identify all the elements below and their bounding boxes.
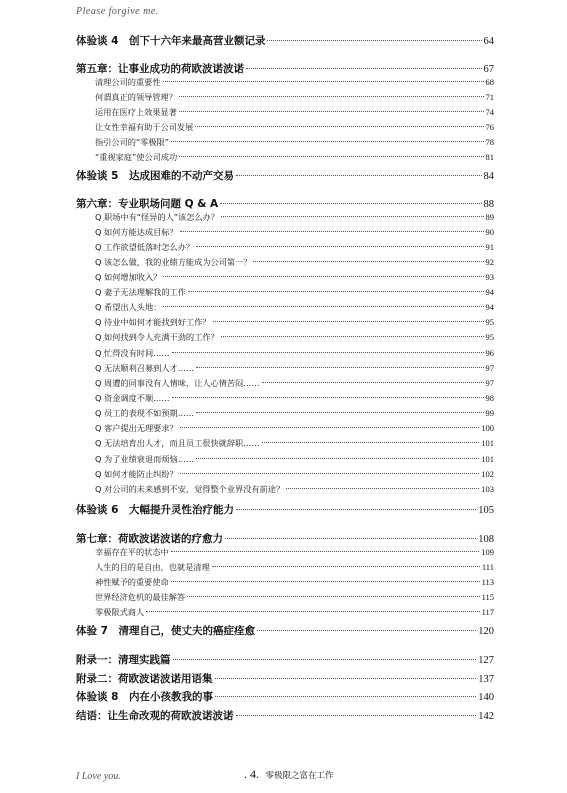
toc-entry-page-number: 120 <box>478 626 494 637</box>
toc-entry-page-number: 67 <box>483 64 494 75</box>
toc-entry-title: 何谓真正的领导管理？ <box>95 92 177 102</box>
toc-entry[interactable] <box>76 168 494 183</box>
dot-leader <box>225 538 476 539</box>
toc-entry-title: 零极限式商人 <box>95 607 145 617</box>
toc-entry-page-number: 103 <box>481 484 494 494</box>
toc-entry-title: 幸福存在平的状态中 <box>95 547 169 557</box>
footer-script-text: I Love you. <box>76 771 121 782</box>
toc-entry[interactable] <box>76 438 494 449</box>
footer <box>244 767 334 782</box>
toc-entry-title: Q 周遭的同事没有人情味，让人心情苦闷…… <box>95 378 260 388</box>
toc-entry-title: Q 客户提出无理要求？ <box>95 423 178 433</box>
dot-leader <box>213 321 484 322</box>
toc-entry[interactable] <box>76 257 494 268</box>
toc-entry-page-number: 142 <box>478 711 494 722</box>
toc-entry-page-number: 111 <box>481 562 494 572</box>
toc-entry-title: 第七章：荷欧波诺波诺的疗愈力 <box>76 533 223 545</box>
dot-leader <box>179 156 483 157</box>
toc-entry-title: Q 无法培育出人才，而且员工很快就辞职…… <box>95 438 260 448</box>
toc-entry-title: 附录一：清理实践篇 <box>76 654 171 666</box>
toc-entry-title: 第六章：专业职场问题 Q & A <box>76 198 219 210</box>
toc-entry-page-number: 117 <box>481 607 494 617</box>
dot-leader <box>262 442 480 443</box>
dot-leader <box>163 276 483 277</box>
toc-entry[interactable] <box>76 408 494 419</box>
dot-leader <box>221 216 484 217</box>
dot-leader <box>163 306 483 307</box>
toc-entry[interactable] <box>76 348 494 359</box>
dot-leader <box>196 246 483 247</box>
dot-leader <box>267 40 481 41</box>
toc-entry-page-number: 137 <box>478 674 494 685</box>
toc-entry[interactable] <box>76 577 494 588</box>
toc-entry-title: “重视家庭”使公司成功 <box>95 152 178 162</box>
toc-entry[interactable] <box>76 77 494 88</box>
toc-entry[interactable] <box>76 708 494 723</box>
toc-entry-title: Q 为了业绩衰退而烦恼…… <box>95 454 195 464</box>
toc-entry[interactable] <box>76 652 494 667</box>
toc-entry-page-number: 105 <box>478 505 494 516</box>
toc-entry[interactable] <box>76 302 494 313</box>
toc-entry[interactable] <box>76 272 494 283</box>
toc-entry-page-number: 96 <box>485 348 494 358</box>
toc-entry-page-number: 78 <box>485 137 494 147</box>
toc-entry[interactable] <box>76 242 494 253</box>
toc-entry-page-number: 99 <box>485 408 494 418</box>
toc-entry[interactable] <box>76 689 494 704</box>
toc-entry-title: 指引公司的“零极限” <box>95 137 169 147</box>
toc-entry-title: Q 如何增加收入？ <box>95 272 162 282</box>
toc-entry[interactable] <box>76 317 494 328</box>
toc-entry[interactable] <box>76 378 494 389</box>
dot-leader <box>196 367 483 368</box>
toc-entry[interactable] <box>76 547 494 558</box>
toc-entry[interactable] <box>76 152 494 163</box>
toc-entry[interactable] <box>76 92 494 103</box>
toc-entry-title: Q 资金调度不顺…… <box>95 393 170 403</box>
toc-entry-page-number: 140 <box>478 692 494 703</box>
book-title: 零极限之富在工作 <box>265 771 334 781</box>
toc-entry-title: 附录二：荷欧波诺波诺用语集 <box>76 673 213 685</box>
toc-entry-page-number: 89 <box>485 212 494 222</box>
toc-entry-title: 清理公司的重要性 <box>95 77 161 87</box>
dot-leader <box>179 111 484 112</box>
toc-entry-title: 运用在医疗上效果显著 <box>95 107 177 117</box>
toc-entry-page-number: 101 <box>481 454 494 464</box>
dot-leader <box>236 509 476 510</box>
toc-entry[interactable] <box>76 502 494 517</box>
toc-entry-title: Q 该怎么做，我的业绩方能成为公司第一？ <box>95 257 252 267</box>
dot-leader <box>196 412 483 413</box>
toc-entry-title: Q 如何找到令人充满干劲的工作？ <box>95 332 219 342</box>
dot-leader <box>257 630 476 631</box>
toc-entry-title: Q 员工的表现不如预期…… <box>95 408 195 418</box>
toc-entry-page-number: 92 <box>485 257 494 267</box>
toc-entry-page-number: 97 <box>485 378 494 388</box>
toc-entry[interactable] <box>76 107 494 118</box>
toc-entry[interactable] <box>76 531 494 546</box>
toc-entry-page-number: 100 <box>481 423 494 433</box>
dot-leader <box>188 291 484 292</box>
toc-entry[interactable] <box>76 122 494 133</box>
toc-entry-page-number: 94 <box>485 287 494 297</box>
toc-entry-page-number: 113 <box>481 577 494 587</box>
dot-leader <box>215 696 476 697</box>
toc-entry[interactable] <box>76 227 494 238</box>
toc-entry-page-number: 101 <box>481 438 494 448</box>
toc-entry[interactable] <box>76 196 494 211</box>
toc-entry-page-number: 76 <box>485 122 494 132</box>
toc-entry[interactable] <box>76 592 494 603</box>
dot-leader <box>262 382 484 383</box>
toc-entry[interactable] <box>76 332 494 343</box>
toc-entry-title: Q 忙得没有时间…… <box>95 348 170 358</box>
toc-entry[interactable] <box>76 671 494 686</box>
page-number: . 4. <box>244 767 259 781</box>
dot-leader <box>173 659 477 660</box>
toc-entry-title: Q 待业中如何才能找到好工作？ <box>95 317 211 327</box>
toc-entry-page-number: 102 <box>481 469 494 479</box>
dot-leader <box>286 488 479 489</box>
toc-entry-title: Q 如何才能防止纠纷？ <box>95 469 178 479</box>
toc-entry-title: 第五章：让事业成功的荷欧波诺波诺 <box>76 63 244 75</box>
dot-leader <box>180 231 484 232</box>
toc-entry[interactable] <box>76 287 494 298</box>
toc-entry-page-number: 115 <box>481 592 494 602</box>
toc-entry-title: 世界经济危机的最佳解答 <box>95 592 186 602</box>
toc-entry-page-number: 94 <box>485 302 494 312</box>
toc-entry-page-number: 95 <box>485 332 494 342</box>
dot-leader <box>187 596 479 597</box>
dot-leader <box>163 81 484 82</box>
toc-entry-title: 体验谈 5 达成困难的不动产交易 <box>76 170 234 182</box>
toc-entry-title: 结语：让生命改观的荷欧波诺波诺 <box>76 710 234 722</box>
toc-entry-page-number: 108 <box>478 534 494 545</box>
toc-entry-title: Q 如何方能达成目标？ <box>95 227 178 237</box>
dot-leader <box>221 336 484 337</box>
toc-entry[interactable] <box>76 33 494 48</box>
dot-leader <box>236 175 482 176</box>
toc-entry-title: Q 对公司的未来感到不安，觉得整个业界没有前途？ <box>95 484 285 494</box>
toc-entry[interactable] <box>76 484 494 495</box>
toc-entry-title: Q 妻子无法理解我的工作 <box>95 287 186 297</box>
toc-entry-title: Q 工作欲望低落时怎么办？ <box>95 242 195 252</box>
toc-entry[interactable] <box>76 607 494 618</box>
dot-leader <box>180 427 480 428</box>
toc-entry-page-number: 81 <box>485 152 494 162</box>
toc-entry-title: 体验 7 清理自己，使丈夫的癌症痊愈 <box>76 625 255 637</box>
dot-leader <box>195 126 483 127</box>
toc-entry[interactable] <box>76 469 494 480</box>
toc-entry-page-number: 127 <box>478 655 494 666</box>
toc-entry-title: 神性赋予的重要使命 <box>95 577 169 587</box>
toc-entry-title: Q 希望出人头地： <box>95 302 162 312</box>
toc-entry-title: 体验谈 8 内在小孩教我的事 <box>76 691 213 703</box>
toc-entry-page-number: 74 <box>485 107 494 117</box>
toc-entry[interactable] <box>76 363 494 374</box>
toc-entry-page-number: 68 <box>485 77 494 87</box>
toc-entry[interactable] <box>76 212 494 223</box>
dot-leader <box>180 473 480 474</box>
toc-entry-title: 人生的目的是自由，也就是清理 <box>95 562 210 572</box>
toc-entry-page-number: 98 <box>485 393 494 403</box>
toc-entry-page-number: 88 <box>483 199 494 210</box>
toc-entry-title: 体验谈 4 创下十六年来最高营业额记录 <box>76 35 266 47</box>
toc-entry-page-number: 97 <box>485 363 494 373</box>
header-script-text: Please forgive me. <box>76 6 159 17</box>
toc-entry-title: Q 职场中有“怪异的人”该怎么办？ <box>95 212 219 222</box>
toc-entry-page-number: 91 <box>485 242 494 252</box>
toc-entry[interactable] <box>76 137 494 148</box>
toc-entry[interactable] <box>76 61 494 76</box>
toc-entry-title: 让女性幸福有助于公司发展 <box>95 122 194 132</box>
toc-entry-page-number: 90 <box>485 227 494 237</box>
dot-leader <box>172 352 484 353</box>
toc-entry-page-number: 64 <box>483 36 494 47</box>
toc-entry-page-number: 84 <box>483 171 494 182</box>
dot-leader <box>179 96 484 97</box>
dot-leader <box>215 678 477 679</box>
dot-leader <box>171 141 484 142</box>
dot-leader <box>220 203 481 204</box>
dot-leader <box>212 566 480 567</box>
toc-entry-title: Q 无法顺利召募到人才…… <box>95 363 195 373</box>
toc-entry-title: 体验谈 6 大幅提升灵性治疗能力 <box>76 504 234 516</box>
toc-entry[interactable] <box>76 623 494 638</box>
dot-leader <box>171 581 480 582</box>
dot-leader <box>246 68 482 69</box>
dot-leader <box>236 715 477 716</box>
toc-entry[interactable] <box>76 562 494 573</box>
toc-entry[interactable] <box>76 423 494 434</box>
dot-leader <box>171 551 480 552</box>
toc-entry-page-number: 109 <box>481 547 494 557</box>
dot-leader <box>172 397 484 398</box>
toc-entry-page-number: 93 <box>485 272 494 282</box>
toc-entry-page-number: 95 <box>485 317 494 327</box>
dot-leader <box>196 458 479 459</box>
dot-leader <box>253 261 483 262</box>
toc-entry[interactable] <box>76 454 494 465</box>
dot-leader <box>146 611 479 612</box>
toc-entry[interactable] <box>76 393 494 404</box>
toc-entry-page-number: 71 <box>485 92 494 102</box>
